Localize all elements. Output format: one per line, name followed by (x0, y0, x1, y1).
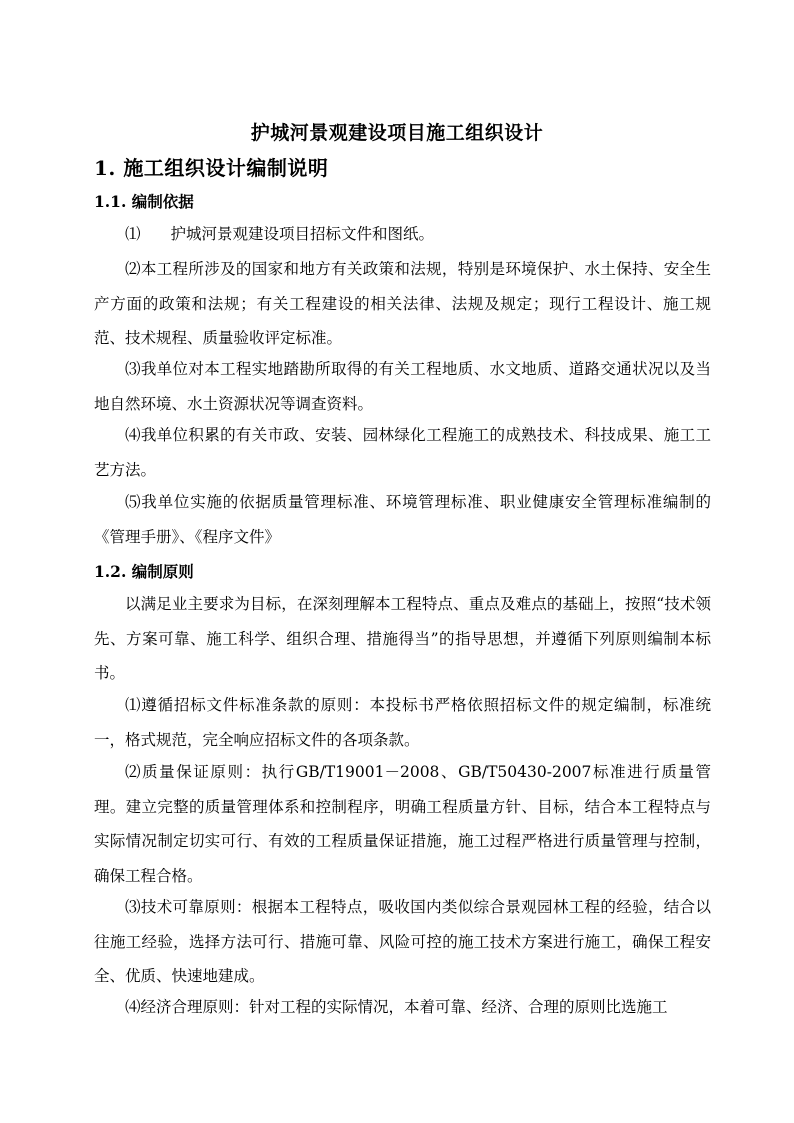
basis-item-1-text: 护城河景观建设项目招标文件和图纸。 (170, 225, 435, 243)
document-title: 护城河景观建设项目施工组织设计 (250, 122, 544, 144)
subsection-heading-1-2: 1.2. 编制原则 (94, 562, 194, 581)
basis-item-1-number: ⑴ (125, 225, 141, 243)
basis-item-3: ⑶我单位对本工程实地踏勘所取得的有关工程地质、水文地质、道路交通状况以及当地自然环境、水土资源状况等调查资料。 (94, 360, 711, 413)
basis-item-5: ⑸我单位实施的依据质量管理标准、环境管理标准、职业健康安全管理标准编制的《管理手册》、《程序文件》 (94, 493, 711, 546)
principle-item-4: ⑷经济合理原则：针对工程的实际情况，本着可靠、经济、合理的原则比选施工 (125, 998, 668, 1016)
basis-item-4: ⑷我单位积累的有关市政、安装、园林绿化工程施工的成熟技术、科技成果、施工工艺方法。 (94, 426, 711, 479)
principle-item-1: ⑴遵循招标文件标准条款的原则：本投标书严格依照招标文件的规定编制，标准统一，格式规范，完全响应招标文件的各项条款。 (94, 696, 711, 749)
principles-intro: 以满足业主要求为目标，在深刻理解本工程特点、重点及难点的基础上，按照“技术领先、方案可靠、施工科学、组织合理、措施得当”的指导思想，并遵循下列原则编制本标书。 (94, 595, 711, 682)
principle-item-2: ⑵质量保证原则：执行GB/T19001－2008、GB/T50430-2007标准进行质量管理。建立完整的质量管理体系和控制程序，明确工程质量方针、目标，结合本工程特点与实际情况制定切实可行、有效的工程质量保证措施，施工过程严格进行质量管理与控制，确保工程合格。 (94, 763, 711, 885)
subsection-heading-1-1: 1.1. 编制依据 (94, 192, 194, 211)
basis-item-1 (94, 217, 711, 252)
principle-item-3: ⑶技术可靠原则：根据本工程特点，吸收国内类似综合景观园林工程的经验，结合以往施工经验，选择方法可行、措施可靠、风险可控的施工技术方案进行施工，确保工程安全、优质、快速地建成。 (94, 898, 711, 985)
basis-item-2: ⑵本工程所涉及的国家和地方有关政策和法规，特别是环境保护、水土保持、安全生产方面的政策和法规；有关工程建设的相关法律、法规及规定；现行工程设计、施工规范、技术规程、质量验收评定标准。 (94, 260, 711, 347)
section-heading-1: 1. 施工组织设计编制说明 (94, 156, 329, 180)
